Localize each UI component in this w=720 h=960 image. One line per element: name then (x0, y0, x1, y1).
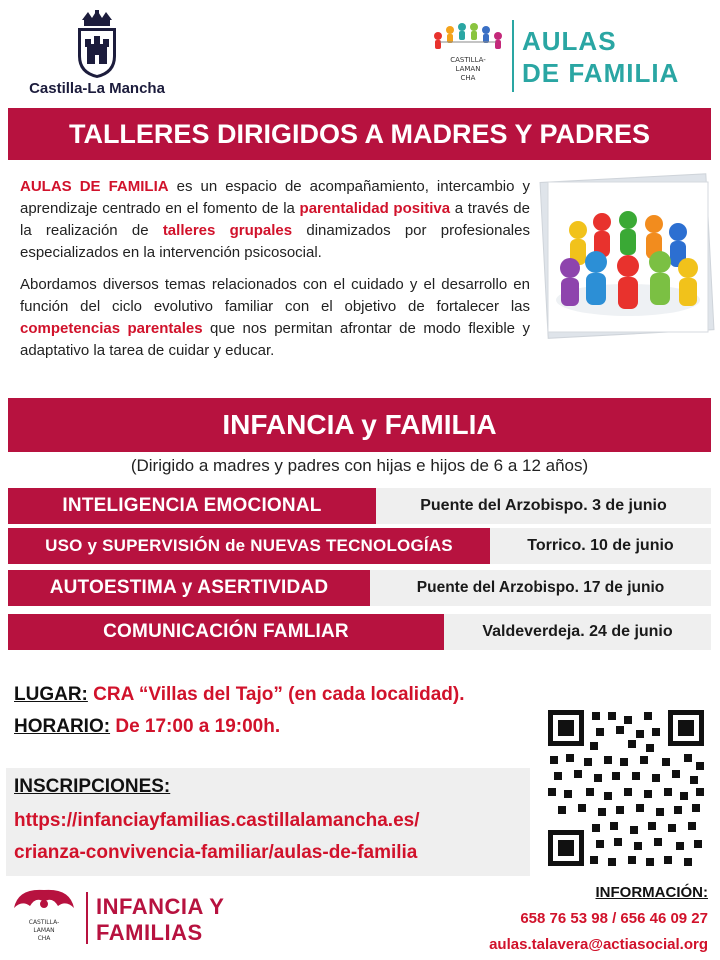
place-label: LUGAR: (14, 684, 88, 705)
region-name: Castilla-La Mancha (29, 80, 165, 97)
program-name-line2: DE FAMILIA (522, 58, 680, 88)
place-line (14, 684, 464, 706)
svg-text:CHA: CHA (460, 74, 476, 82)
castilla-la-mancha-logo (22, 10, 172, 102)
audience-note: (Dirigido a madres y padres con hijas e hijos de 6 a 12 años) (130, 456, 589, 475)
coat-of-arms-icon (22, 10, 172, 80)
intro-paragraph-1: AULAS DE FAMILIA es un espacio de acompañamiento, intercambio y aprendizaje centrado en el fomento de la parentalidad positiva a través de la realización de talleres grupales dinamizados por profesionales especializados en la intervención psicosocial. (20, 178, 531, 261)
session-1-title: INTELIGENCIA EMOCIONAL (8, 488, 376, 524)
session-3-title: AUTOESTIMA y ASERTIVIDAD (8, 570, 370, 606)
contact-email[interactable]: aulas.talavera@actiasocial.org (489, 936, 708, 953)
qr-code-icon (544, 706, 708, 870)
infancia-familias-emblem-icon (8, 882, 80, 952)
aulas-de-familia-logo (428, 14, 688, 98)
group-workshops-highlight: talleres grupales (162, 222, 293, 239)
intro-paragraph-2: Abordamos diversos temas relacionados con el cuidado y el desarrollo en función del ciclo evolutivo familiar con el objetivo de fortalecer las competencias parentales que nos permitan afrontar de modo flexible y adaptativo la tarea de cuidar y educar. (20, 276, 530, 359)
parental-competences-highlight: competencias parentales (20, 320, 203, 337)
svg-text:LAMAN: LAMAN (33, 927, 55, 934)
time-value: De 17:00 a 19:00h. (115, 716, 281, 737)
footer-logo-line2: FAMILIAS (96, 920, 203, 945)
footer-logo-line1: INFANCIA Y (96, 894, 225, 919)
contact-info (388, 880, 708, 958)
info-label: INFORMACIÓN: (595, 884, 708, 901)
registration-url-line2[interactable]: crianza-convivencia-familiar/aulas-de-familia (14, 842, 418, 863)
program-highlight: AULAS DE FAMILIA (20, 178, 169, 195)
registration-box (6, 768, 530, 876)
program-name-line1: AULAS (522, 26, 617, 56)
time-label: HORARIO: (14, 716, 111, 737)
toy-figures-image (538, 172, 718, 342)
place-value: CRA “Villas del Tajo” (en cada localidad). (93, 684, 465, 705)
session-3-info: Puente del Arzobispo. 17 de junio (370, 570, 711, 606)
session-4-info: Valdeverdeja. 24 de junio (444, 614, 711, 650)
positive-parenting-highlight: parentalidad positiva (299, 200, 451, 217)
qr-code[interactable] (544, 706, 708, 870)
svg-text:LAMAN: LAMAN (455, 65, 481, 73)
svg-text:CASTILLA-: CASTILLA- (28, 919, 60, 926)
title-banner: TALLERES DIRIGIDOS A MADRES Y PADRES (8, 108, 711, 160)
section-banner: INFANCIA y FAMILIA (8, 398, 711, 452)
phone-numbers[interactable]: 658 76 53 98 / 656 46 09 27 (520, 910, 708, 927)
session-2-info: Torrico. 10 de junio (490, 528, 711, 564)
children-circle-icon (428, 14, 508, 94)
time-line (14, 716, 280, 738)
logo-divider (512, 20, 514, 92)
session-4-title: COMUNICACIÓN FAMLIAR (8, 614, 444, 650)
session-1-info: Puente del Arzobispo. 3 de junio (376, 488, 711, 524)
intro-text (20, 176, 530, 362)
session-2-title: USO y SUPERVISIÓN de NUEVAS TECNOLOGÍAS (8, 528, 490, 564)
footer-logo-divider (86, 892, 88, 944)
infancia-familias-logo (8, 882, 268, 952)
registration-url-line1[interactable]: https://infanciayfamilias.castillalamancha.es/ (14, 810, 420, 831)
svg-text:CHA: CHA (37, 935, 51, 942)
registration-label: INSCRIPCIONES: (14, 776, 171, 797)
svg-text:CASTILLA-: CASTILLA- (450, 56, 486, 64)
